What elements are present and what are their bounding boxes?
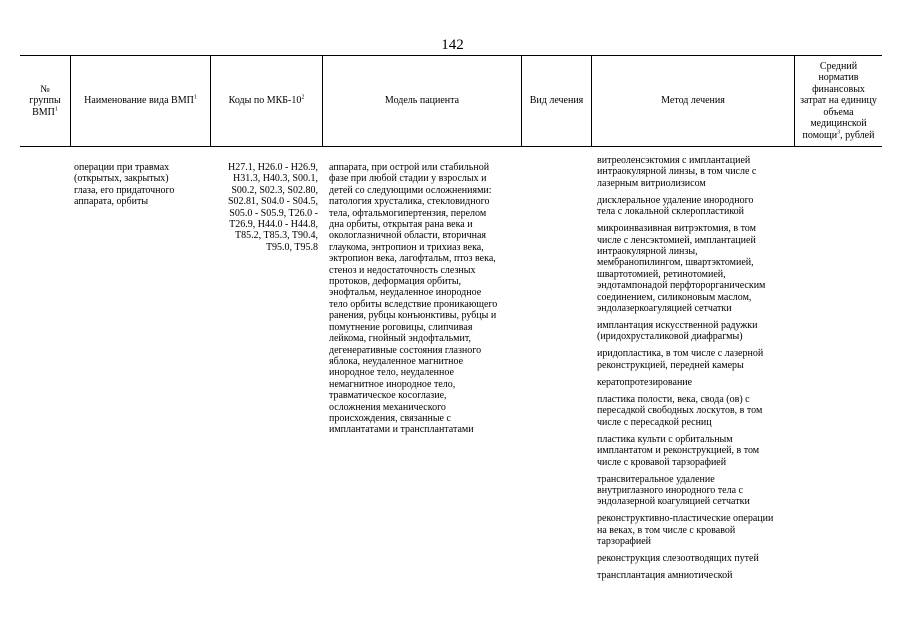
vmp-name-cell: операции при травмах (открытых, закрытых) глаза, его придаточного аппарата, орбиты [74, 162, 175, 208]
treatment-method-item: реконструктивно-пластические операции на веках, в том числе с кровавой тарзорафией [597, 513, 774, 548]
treatment-method-item: пластика культи с орбитальным имплантатом и реконструкцией, в том числе с кровавой тарзорафией [597, 433, 760, 468]
treatment-method-item: реконструкция слезоотводящих путей [597, 553, 759, 565]
header-group-number: № группы ВМП$^1$ [29, 83, 61, 118]
treatment-method-item: пластика полости, века, свода (ов) с пересадкой свободных лоскутов, в том числе с пересадкой ресниц [597, 393, 763, 428]
treatment-method-item: трансплантация амниотической [597, 570, 733, 582]
treatment-method-item: кератопротезирование [597, 376, 693, 388]
header-treatment-method: Метод лечения [661, 95, 725, 107]
icd-codes-cell: H27.1, H26.0 - H26.9, H31.3, H40.3, S00.1, S00.2, S02.3, S02.80, S02.81, S04.0 - S04.5, S05.0 - S05.9, T26.0 - T26.9, H44.0 - H44.8, T85.2, T85.3, T90.4, T95.0, T95.8 [227, 162, 318, 253]
treatment-method-item: трансвитеральное удаление внутриглазного инородного тела с эндолазерной коагуляцией сетчатки [597, 473, 750, 508]
page-number: 142 [441, 37, 464, 53]
patient-model-cell: аппарата, при острой или стабильной фазе при любой стадии у взрослых и детей со следующими осложнениями: патология хрусталика, стекловидного тела, офтальмогипертензия, перелом дна орбиты, открытая рана века и окологлазничной области, вторичная глаукома, энтропион и трихиаз века, эктропион века, лагофтальм, птоз века, стеноз и недостаточность слезных протоков, деформация орбиты, энофтальм, неудаленное инородное тело орбиты вследствие проникающего ранения, рубцы конъюнктивы, рубцы и помутнение роговицы, слипчивая лейкома, гнойный эндофтальмит, дегенеративные состояния глазного яблока, неудаленное магнитное инородное тело, неудаленное немагнитное инородное тело, травматическое косоглазие, осложнения механического происхождения, связанные с имплантатами и трансплантатами [329, 162, 498, 436]
header-icd-codes: Коды по МКБ-$10^2$ [228, 94, 305, 107]
treatment-method-item: имплантация искусственной радужки (иридохрусталиковой диафрагмы) [597, 320, 758, 343]
treatment-method-item: витреоленсэктомия с имплантацией интраокулярной линзы, в том числе с лазерным витриолизисом [597, 155, 757, 189]
header-vmp-name: Наименование вида ВМП$^1$ [84, 94, 197, 107]
treatment-method-list [597, 155, 797, 587]
treatment-method-item: иридопластика, в том числе с лазерной реконструкцией, передней камеры [597, 348, 764, 371]
treatment-method-item: дисклеральное удаление инородного тела с локальной склеропластикой [597, 194, 754, 218]
treatment-method-item: микроинвазивная витрэктомия, в том числе с ленсэктомией, имплантацией интраокулярной линзы, мембранопилингом, швартэктомией, швартотомией, ретинотомией, эндотампонадой перфторорганическим соединением, силиконовым маслом, эндолазеркоагуляцией сетчатки [597, 223, 766, 315]
table-header-bottom-rule [20, 146, 882, 147]
header-average-cost: Средний норматив финансовых затрат на единицу объема медицинской помощи$^3$, рублей [800, 60, 877, 141]
header-patient-model: Модель пациента [384, 95, 460, 107]
header-treatment-type: Вид лечения [529, 95, 584, 107]
